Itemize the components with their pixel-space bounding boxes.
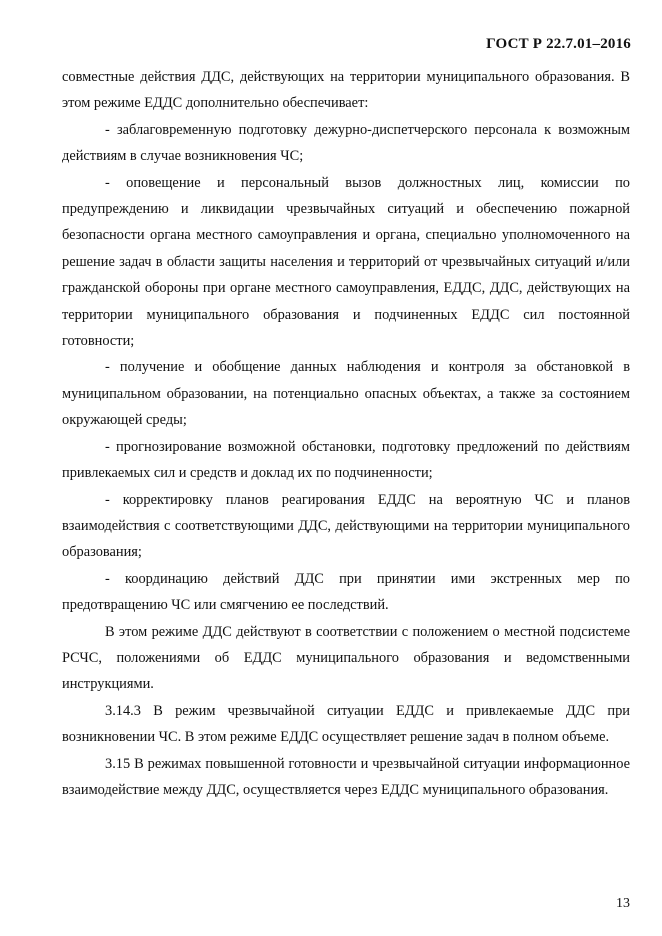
list-item-notification: - оповещение и персональный вызов должностных лиц, комиссии по предупреждению и ликвидации чрезвычайных ситуаций и обеспечению пожарной безопасности органа местного самоуправления и органа, специально уполномоченного на решение задач в области защиты населения и территорий от чрезвычайных ситуаций и/или гражданской обороны при органе местного самоуправления, ЕДДС, ДДС, действующих на территории муниципального образования и подчиненных ЕДДС сил постоянной готовности; (62, 174, 630, 350)
list-item-preparation: - заблаговременную подготовку дежурно-диспетчерского персонала к возможным действиям в случае возникновения ЧС; (62, 121, 630, 165)
page-number: 13 (616, 896, 630, 911)
paragraph-section-3-14-3: 3.14.3 В режим чрезвычайной ситуации ЕДДС и привлекаемые ДДС при возникновении ЧС. В этом режиме ЕДДС осуществляет решение задач в полном объеме. (62, 702, 630, 746)
list-item-coordination: - координацию действий ДДС при принятии ими экстренных мер по предотвращению ЧС или смягчению ее последствий. (62, 570, 630, 614)
list-item-plan-correction: - корректировку планов реагирования ЕДДС на вероятную ЧС и планов взаимодействия с соответствующими ДДС, действующими на территории муниципального образования; (62, 491, 630, 561)
document-code-header: ГОСТ Р 22.7.01–2016 (486, 36, 631, 52)
list-item-forecasting: - прогнозирование возможной обстановки, подготовку предложений по действиям привлекаемых сил и средств и доклад их по подчиненности; (62, 438, 630, 482)
document-body (62, 64, 630, 803)
paragraph-section-3-15: 3.15 В режимах повышенной готовности и чрезвычайной ситуации информационное взаимодействие между ДДС, осуществляется через ЕДДС муниципального образования. (62, 755, 630, 798)
paragraph-regulations: В этом режиме ДДС действуют в соответствии с положением о местной подсистеме РСЧС, положениями об ЕДДС муниципального образования и ведомственными инструкциями. (62, 623, 630, 693)
list-item-monitoring: - получение и обобщение данных наблюдения и контроля за обстановкой в муниципальном образовании, на потенциально опасных объектах, а также за состоянием окружающей среды; (62, 359, 630, 429)
paragraph-continuation: совместные действия ДДС, действующих на территории муниципального образования. В этом режиме ЕДДС дополнительно обеспечивает: (62, 69, 630, 112)
